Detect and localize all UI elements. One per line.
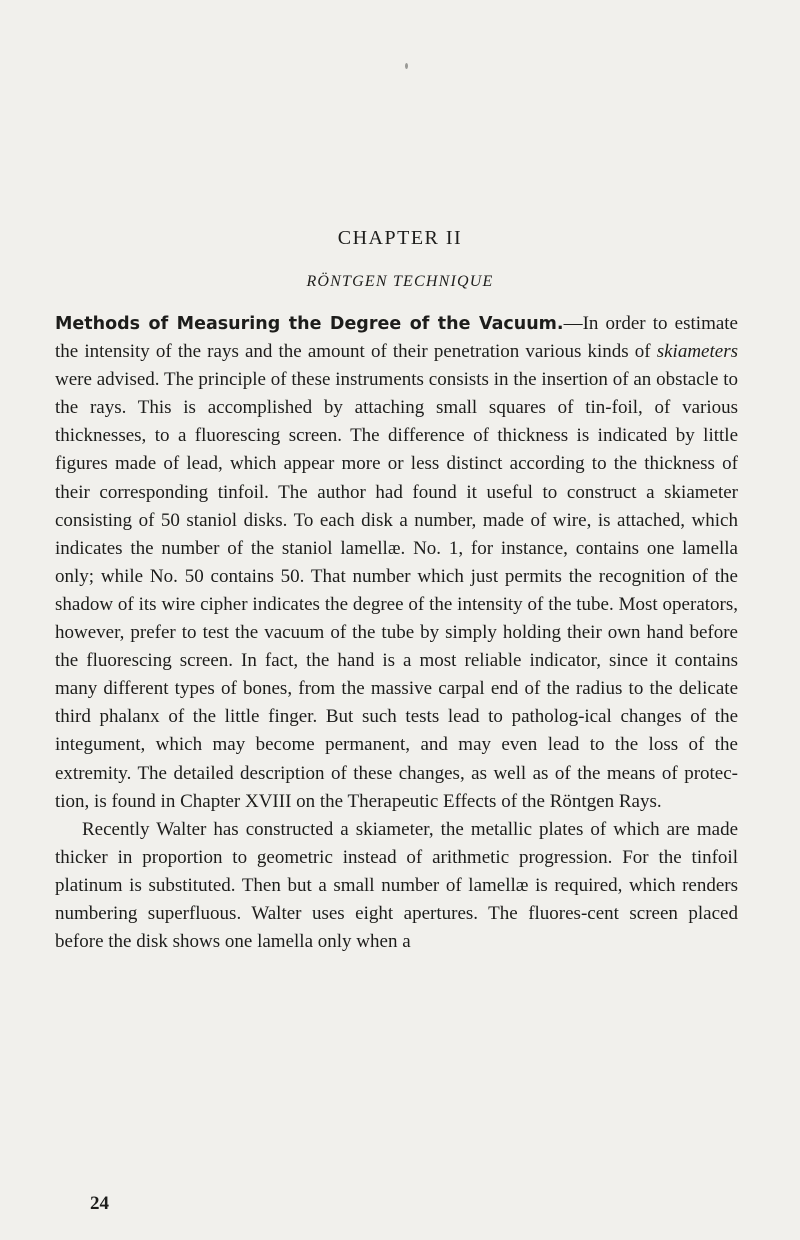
paragraph-1 [55,310,738,816]
body-text [55,310,738,956]
paragraph-2: Recently Walter has constructed a skiameter, the metallic plates of which are made thicker in proportion to geometric instead of arithmetic progression. For the tinfoil platinum is substituted. Then but a small number of lamellæ is required, which renders numbering superfluous. Walter uses eight apertures. The fluores-cent screen placed before the disk shows one lamella only when a [55,818,738,953]
page-number: 24 [90,1193,109,1214]
paragraph-1-text-b: were advised. The principle of these instruments consists in the insertion of an obstacle to the rays. This is accomplished by attaching small squares of tin-foil, of various thicknesses, to a fluorescing screen. The difference of thickness is indicated by little figures made of lead, which appear more or less distinct according to the thickness of their corresponding tinfoil. The author had found it useful to construct a skiameter consisting of 50 staniol disks. To each disk a number, made of wire, is attached, which indicates the number of the staniol lamellæ. No. 1, for instance, contains one lamella only; while No. 50 contains 50. That number which just permits the recognition of the shadow of its wire cipher indicates the degree of the intensity of the tube. Most operators, however, prefer to test the vacuum of the tube by simply holding their own hand before the fluorescing screen. In fact, the hand is a most reliable indicator, since it contains many different types of bones, from the massive carpal end of the radius to the delicate third phalanx of the little finger. But such tests lead to patholog-ical changes of the integument, which may become permanent, and may even lead to the loss of the extremity. The detailed description of these changes, as well as of the means of protec-tion, is found in Chapter XVIII on the Therapeutic Effects of the Röntgen Rays. [55,369,738,812]
print-speck [405,63,408,69]
chapter-title: CHAPTER II [337,227,463,249]
chapter-subtitle: RÖNTGEN TECHNIQUE [306,273,494,290]
section-heading: Methods of Measuring the Degree of the Vacuum. [55,314,564,334]
paragraph-1-text-a: —In order to estimate the intensity of the rays and the amount of their penetration various kinds of [55,313,738,363]
italic-term: skiameters [656,341,738,363]
